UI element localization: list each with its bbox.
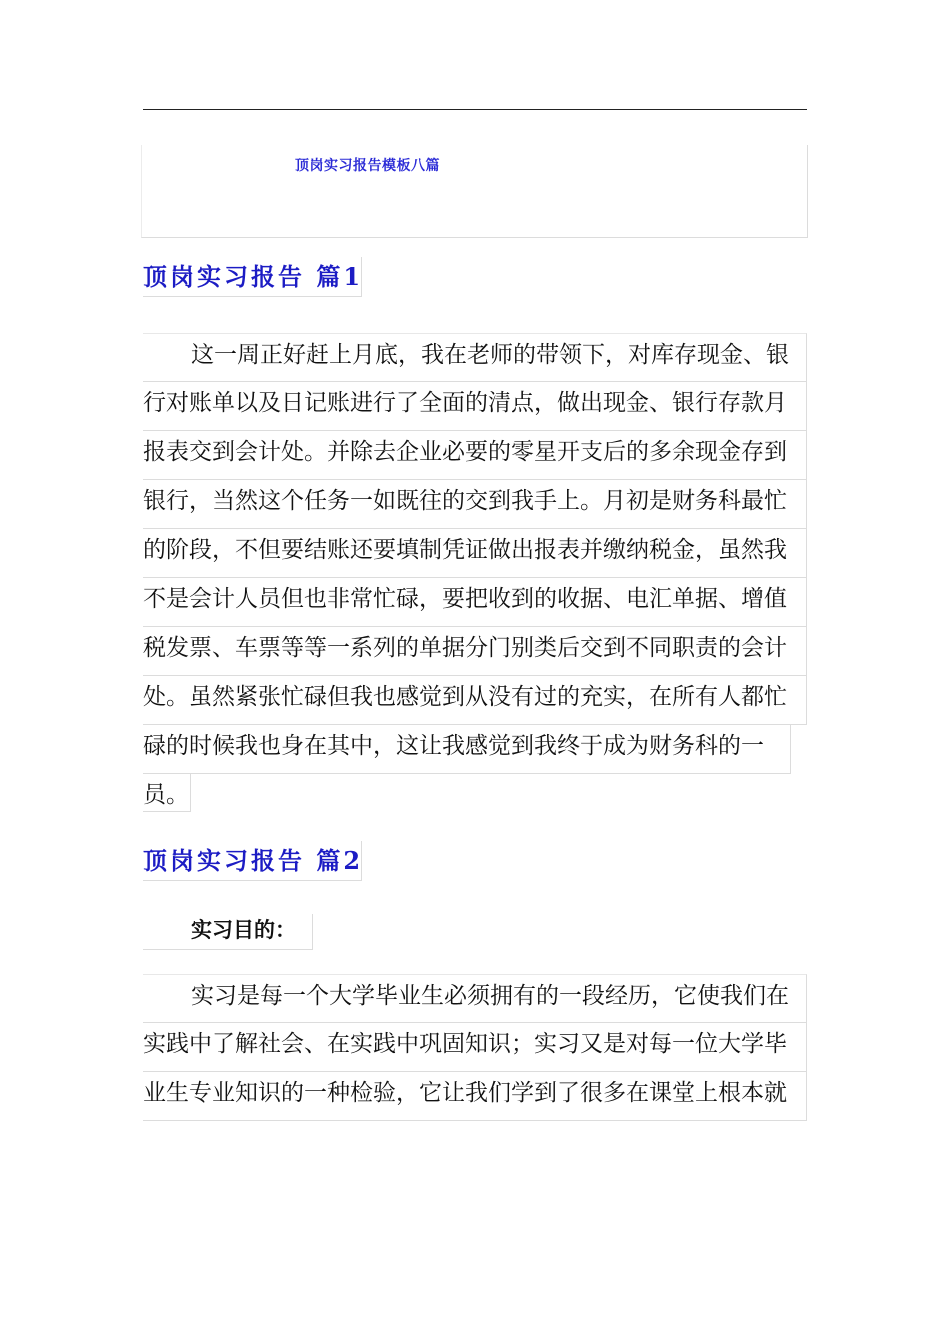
paragraph-line: 实践中了解社会、在实践中巩固知识；实习又是对每一位大学毕 — [143, 1023, 807, 1072]
paragraph-line: 业生专业知识的一种检验，它让我们学到了很多在课堂上根本就 — [143, 1072, 807, 1121]
paragraph-line: 实习是每一个大学毕业生必须拥有的一段经历，它使我们在 — [143, 974, 807, 1023]
paragraph-line: 不是会计人员但也非常忙碌，要把收到的收据、电汇单据、增值 — [143, 578, 807, 627]
paragraph-line: 碌的时候我也身在其中，这让我感觉到我终于成为财务科的一 — [143, 725, 791, 774]
header-box — [141, 145, 808, 238]
paragraph-line: 的阶段，不但要结账还要填制凭证做出报表并缴纳税金，虽然我 — [143, 529, 807, 578]
paragraph-line: 员。 — [143, 774, 191, 812]
paragraph-line: 处。虽然紧张忙碌但我也感觉到从没有过的充实，在所有人都忙 — [143, 676, 807, 725]
paragraph-line: 报表交到会计处。并除去企业必要的零星开支后的多余现金存到 — [143, 431, 807, 480]
paragraph-line: 这一周正好赶上月底，我在老师的带领下，对库存现金、银 — [143, 333, 807, 382]
header-rule — [143, 109, 807, 110]
paragraph-line: 行对账单以及日记账进行了全面的清点，做出现金、银行存款月 — [143, 382, 807, 431]
paragraph-line: 银行，当然这个任务一如既往的交到我手上。月初是财务科最忙 — [143, 480, 807, 529]
paragraph-line: 税发票、车票等等一系列的单据分门别类后交到不同职责的会计 — [143, 627, 807, 676]
subheading-internship-purpose: 实习目的： — [143, 914, 313, 950]
document-title: 顶岗实习报告模板八篇 — [295, 158, 440, 174]
section-heading-2: 顶岗实习报告 篇2 — [143, 841, 362, 881]
section-heading-1: 顶岗实习报告 篇1 — [143, 257, 362, 297]
